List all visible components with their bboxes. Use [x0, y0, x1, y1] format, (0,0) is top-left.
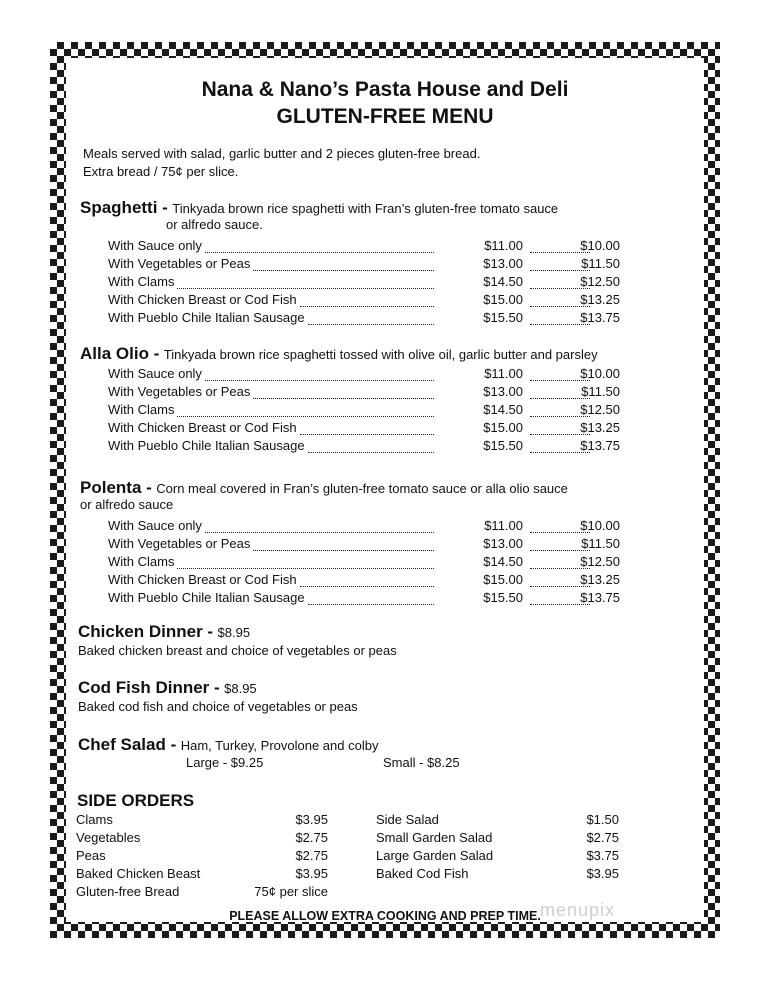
cod-dinner-price: $8.95 — [224, 681, 257, 696]
dot-leader — [205, 238, 434, 253]
menu-page — [66, 58, 704, 922]
dot-leader — [205, 518, 434, 533]
side-order-label: Side Salad — [376, 812, 439, 827]
side-order-label: Peas — [76, 848, 106, 863]
item-label: With Pueblo Chile Italian Sausage — [108, 310, 305, 325]
side-order-label: Small Garden Salad — [376, 830, 493, 845]
side-order-item — [376, 812, 619, 830]
dot-leader — [308, 438, 434, 453]
price-small: $10.00 — [580, 518, 620, 533]
side-order-item — [76, 830, 328, 848]
section-heading — [80, 478, 568, 498]
side-order-price: 75¢ per slice — [254, 884, 328, 899]
price-small: $13.25 — [580, 420, 620, 435]
side-order-price: $2.75 — [295, 830, 328, 845]
menu-item-row — [108, 366, 620, 384]
side-order-label: Baked Cod Fish — [376, 866, 469, 881]
section-heading — [80, 344, 598, 364]
side-order-price: $2.75 — [295, 848, 328, 863]
section-name: Spaghetti - — [80, 198, 168, 217]
item-label: With Chicken Breast or Cod Fish — [108, 572, 297, 587]
chicken-dinner-price: $8.95 — [217, 625, 251, 640]
chicken-dinner-name: Chicken Dinner - — [78, 622, 214, 641]
side-order-item — [76, 812, 328, 830]
price-small: $11.50 — [581, 536, 620, 551]
price-regular: $15.00 — [483, 292, 523, 307]
menu-item-row — [108, 238, 620, 256]
item-label: With Sauce only — [108, 518, 202, 533]
menu-item-row — [108, 402, 620, 420]
side-order-label: Gluten-free Bread — [76, 884, 180, 899]
price-regular: $11.00 — [484, 366, 523, 381]
price-regular: $15.00 — [483, 572, 523, 587]
price-regular: $15.00 — [483, 420, 523, 435]
menu-item-row — [108, 274, 620, 292]
dot-leader — [253, 536, 434, 551]
side-order-label: Clams — [76, 812, 113, 827]
side-order-item — [76, 866, 328, 884]
menu-title: GLUTEN-FREE MENU — [276, 105, 494, 128]
cod-dinner-name: Cod Fish Dinner - — [78, 678, 220, 697]
chef-salad-large: Large - $9.25 — [186, 755, 264, 770]
item-label: With Pueblo Chile Italian Sausage — [108, 438, 305, 453]
menu-item-row — [108, 590, 620, 608]
side-order-item — [76, 848, 328, 866]
price-small: $12.50 — [580, 554, 620, 569]
item-label: With Clams — [108, 554, 175, 569]
intro-line-1: Meals served with salad, garlic butter and 2 pieces gluten-free bread. — [83, 146, 481, 161]
restaurant-name: Nana & Nano’s Pasta House and Deli — [201, 78, 569, 101]
dot-leader — [177, 554, 434, 569]
item-label: With Pueblo Chile Italian Sausage — [108, 590, 305, 605]
dot-leader — [308, 590, 434, 605]
price-small: $12.50 — [580, 274, 620, 289]
dot-leader — [300, 292, 434, 307]
section-description-cont: or alfredo sauce. — [166, 217, 263, 232]
section-name: Alla Olio - — [80, 344, 160, 363]
menu-item-row — [108, 292, 620, 310]
price-regular: $15.50 — [483, 310, 523, 325]
price-small: $13.75 — [580, 590, 620, 605]
section-description-cont: or alfredo sauce — [80, 497, 174, 512]
section-description: Corn meal covered in Fran’s gluten-free tomato sauce or alla olio sauce — [156, 481, 568, 496]
side-order-label: Large Garden Salad — [376, 848, 494, 863]
cod-dinner-desc: Baked cod fish and choice of vegetables or peas — [78, 699, 358, 714]
side-order-price: $3.95 — [295, 812, 328, 827]
menu-item-row — [108, 572, 620, 590]
price-regular: $13.00 — [483, 536, 523, 551]
side-orders-heading: SIDE ORDERS — [77, 791, 195, 810]
dot-leader — [177, 274, 434, 289]
price-small: $10.00 — [580, 238, 620, 253]
price-small: $10.00 — [580, 366, 620, 381]
dot-leader — [253, 384, 434, 399]
price-small: $13.25 — [580, 572, 620, 587]
price-small: $13.75 — [580, 310, 620, 325]
dot-leader — [205, 366, 434, 381]
price-small: $11.50 — [581, 256, 620, 271]
dot-leader — [177, 402, 434, 417]
side-order-item — [376, 848, 619, 866]
price-regular: $11.00 — [484, 518, 523, 533]
side-order-item — [376, 830, 619, 848]
watermark: menupix — [540, 900, 616, 920]
item-label: With Vegetables or Peas — [108, 536, 251, 551]
chicken-dinner-desc: Baked chicken breast and choice of vegetables or peas — [78, 643, 397, 658]
dot-leader — [308, 310, 434, 325]
chef-salad-small: Small - $8.25 — [383, 755, 460, 770]
side-order-item — [76, 884, 328, 902]
chicken-dinner — [78, 622, 250, 642]
menu-item-row — [108, 536, 620, 554]
chef-salad-desc: Ham, Turkey, Provolone and colby — [180, 738, 379, 753]
chef-salad — [78, 735, 378, 755]
side-order-item — [376, 866, 619, 884]
side-order-price: $3.95 — [295, 866, 328, 881]
price-small: $13.25 — [580, 292, 620, 307]
intro-line-2: Extra bread / 75¢ per slice. — [83, 164, 239, 179]
side-order-price: $3.75 — [586, 848, 619, 863]
price-small: $13.75 — [580, 438, 620, 453]
side-order-price: $1.50 — [586, 812, 619, 827]
item-label: With Clams — [108, 274, 175, 289]
footer-note: PLEASE ALLOW EXTRA COOKING AND PREP TIME. — [229, 909, 541, 923]
side-order-label: Baked Chicken Beast — [76, 866, 201, 881]
chef-salad-name: Chef Salad - — [78, 735, 177, 754]
cod-fish-dinner — [78, 678, 257, 698]
side-order-price: $2.75 — [586, 830, 619, 845]
menu-item-row — [108, 310, 620, 328]
menu-item-row — [108, 518, 620, 536]
item-label: With Vegetables or Peas — [108, 384, 251, 399]
price-small: $11.50 — [581, 384, 620, 399]
dot-leader — [300, 420, 434, 435]
item-label: With Sauce only — [108, 238, 202, 253]
price-regular: $13.00 — [483, 256, 523, 271]
price-regular: $14.50 — [483, 402, 523, 417]
price-regular: $15.50 — [483, 590, 523, 605]
price-regular: $11.00 — [484, 238, 523, 253]
section-heading — [80, 198, 558, 218]
side-order-label: Vegetables — [76, 830, 141, 845]
price-regular: $13.00 — [483, 384, 523, 399]
section-description: Tinkyada brown rice spaghetti tossed with olive oil, garlic butter and parsley — [163, 347, 598, 362]
dot-leader — [300, 572, 434, 587]
price-regular: $15.50 — [483, 438, 523, 453]
item-label: With Vegetables or Peas — [108, 256, 251, 271]
checkered-border — [50, 42, 720, 938]
section-name: Polenta - — [80, 478, 152, 497]
item-label: With Clams — [108, 402, 175, 417]
menu-item-row — [108, 384, 620, 402]
item-label: With Chicken Breast or Cod Fish — [108, 292, 297, 307]
item-label: With Sauce only — [108, 366, 202, 381]
price-regular: $14.50 — [483, 274, 523, 289]
side-order-price: $3.95 — [586, 866, 619, 881]
price-small: $12.50 — [580, 402, 620, 417]
dot-leader — [253, 256, 434, 271]
menu-item-row — [108, 256, 620, 274]
item-label: With Chicken Breast or Cod Fish — [108, 420, 297, 435]
menu-item-row — [108, 554, 620, 572]
price-regular: $14.50 — [483, 554, 523, 569]
menu-item-row — [108, 438, 620, 456]
section-description: Tinkyada brown rice spaghetti with Fran’s gluten-free tomato sauce — [172, 201, 559, 216]
menu-item-row — [108, 420, 620, 438]
